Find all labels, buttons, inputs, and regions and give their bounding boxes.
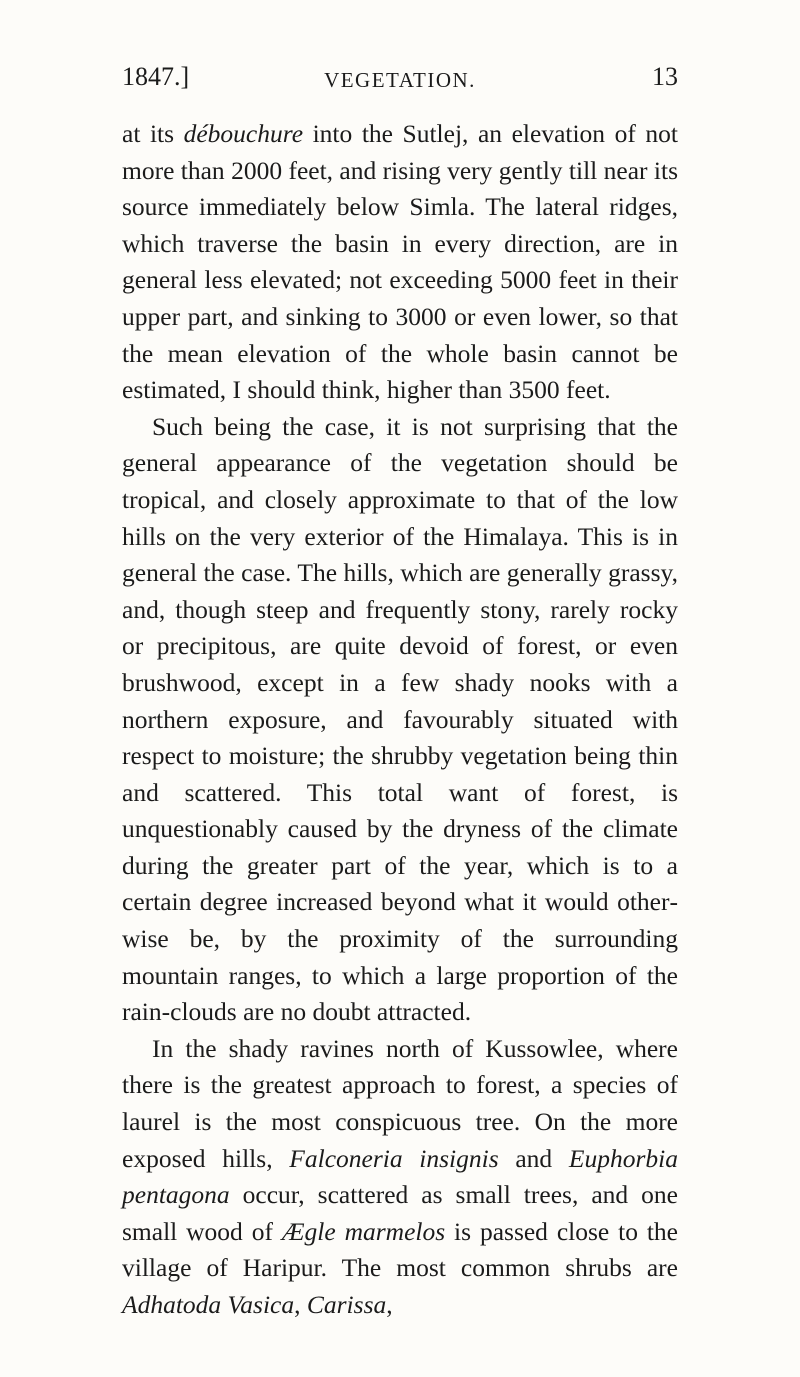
running-head [122, 62, 678, 102]
italic-term: débouchure [183, 119, 304, 148]
text-run: is passed close to the village of Haripur. The most common shrubs are [122, 1216, 679, 1283]
header-year: 1847.] [122, 62, 190, 91]
italic-term: Euphorbia pentagona [122, 1143, 678, 1210]
text-run: Such being the case, it is not surprising that the general appearance of the vegetation should be tropical, and closely approximate to that of the low hills on the very exterior of the Himalaya. This is in general the case. The hills, which are generally grassy, and, though steep and frequently stony, rarely rocky or precipitous, are quite devoid of forest, or even brushwood, except in a few shady nooks with a northern exposure, and favourably situated with respect to moisture; the shrubby vegetation being thin and scattered. This total want of forest, is unquestionably caused by the dryness of the climate during the greater part of the year, which is to a certain degree increased beyond what it would otherwise be, by the proximity of the surrounding mountain ranges, to which a large proportion of the rain-clouds are no doubt attracted. [122, 411, 678, 1027]
paragraph-3 [122, 1031, 678, 1324]
paragraph-1 [122, 116, 678, 409]
text-run: at its [122, 119, 184, 148]
page-number: 13 [652, 62, 678, 91]
italic-term: Carissa [306, 1290, 387, 1319]
text-run: In the shady ravines north of Kussowlee, where there is the greatest approach to forest, a species of laurel is the most conspicuous tree. On the more exposed hills, [122, 1033, 678, 1173]
text-run: , [386, 1290, 393, 1319]
paragraph-2 [122, 409, 678, 1031]
text-run: occur, scattered as small trees, and one small wood of [122, 1180, 678, 1246]
header-title: VEGETATION. [324, 68, 476, 92]
text-run: , [294, 1290, 307, 1319]
italic-term: Falconeria insignis [289, 1143, 499, 1173]
italic-term: Ægle marmelos [281, 1216, 446, 1246]
text-run: and [498, 1143, 569, 1173]
body-text [122, 116, 678, 1324]
italic-term: Adhatoda Vasica [122, 1290, 295, 1319]
text-run: into the Sutlej, an elevation of not more than 2000 feet, and rising very gently till near its source immediately below Simla. The lateral ridges, which traverse the basin in every direction, are in general less elevated; not exceeding 5000 feet in their upper part, and sinking to 3000 or even lower, so that the mean elevation of the whole basin cannot be estimated, I should think, higher than 3500 feet. [122, 119, 678, 405]
